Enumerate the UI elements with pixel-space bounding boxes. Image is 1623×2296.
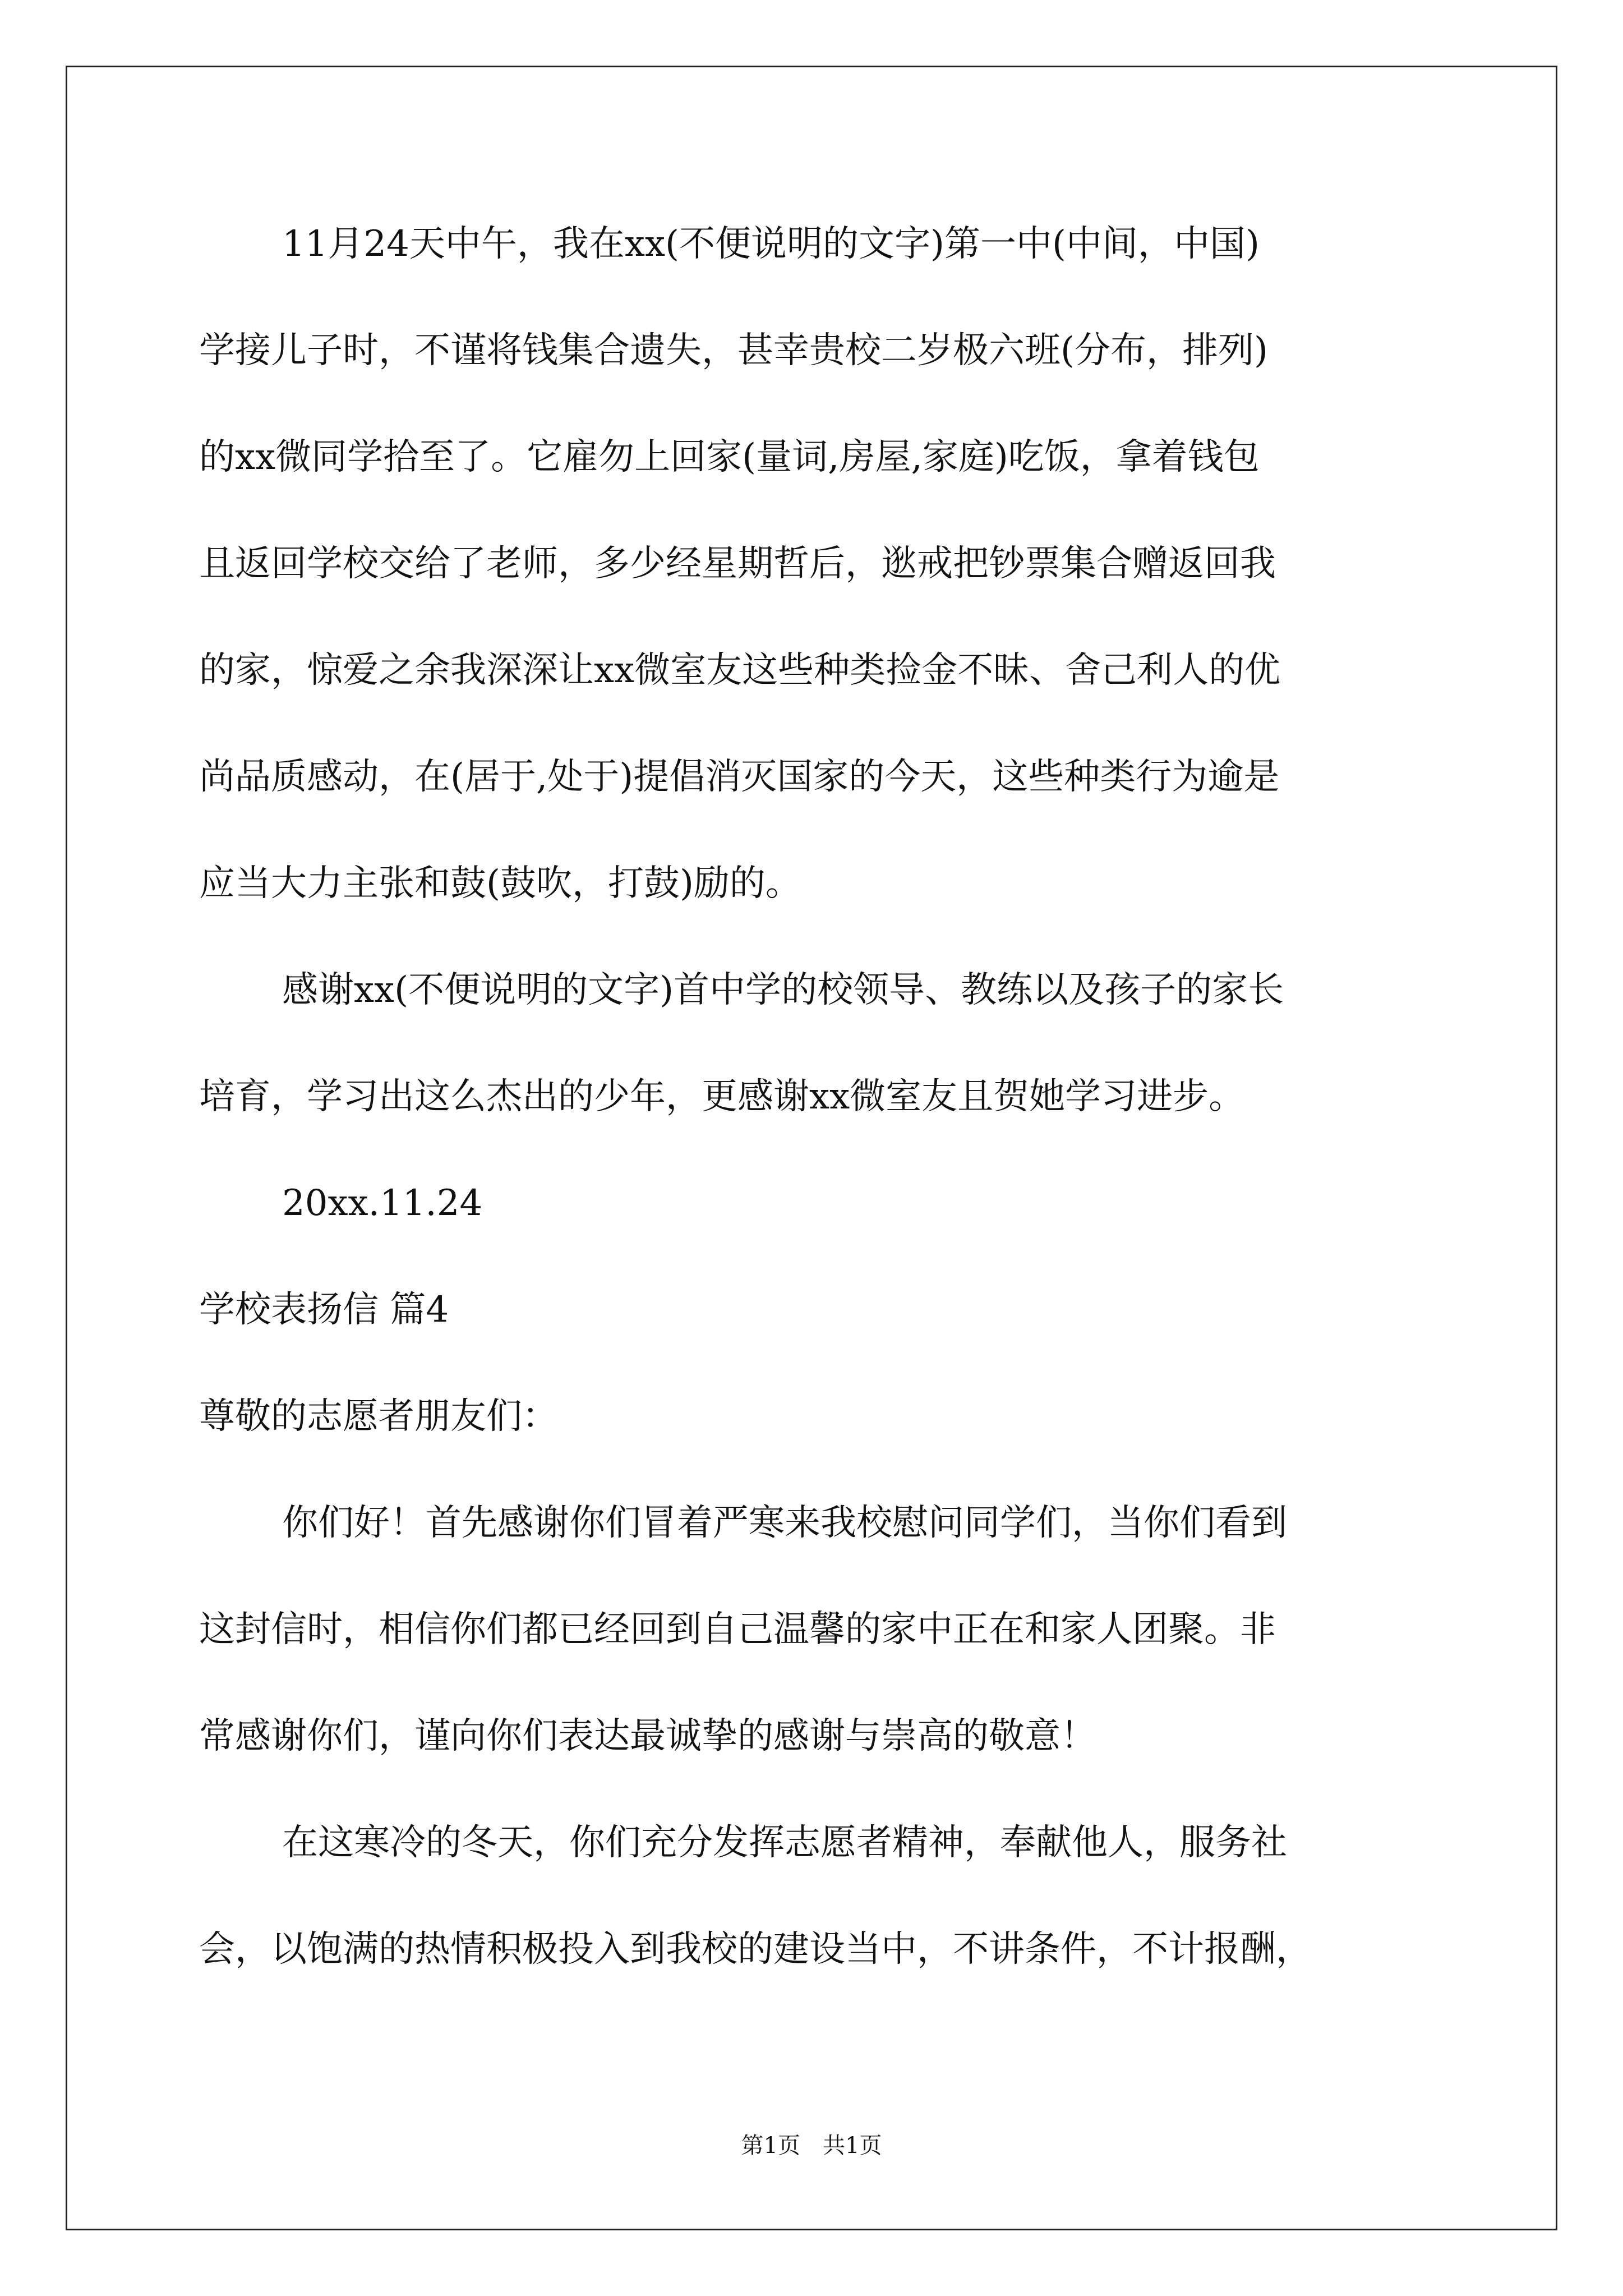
paragraph-line: 在这寒冷的冬天，你们充分发挥志愿者精神，奉献他人，服务社 [282,1822,1287,1864]
page-footer [0,2129,1623,2162]
paragraph-line: 培育，学习出这么杰出的少年，更感谢xx微室友且贺她学习进步。 [199,1076,1245,1117]
document-body [199,191,1433,2003]
paragraph-line: 11月24天中午，我在xx(不便说明的文字)第一中(中间，中国) [282,223,1260,265]
paragraph-line: 应当大力主张和鼓(鼓吹，打鼓)励的。 [199,863,801,904]
paragraph-line: 这封信时，相信你们都已经回到自己温馨的家中正在和家人团聚。非 [199,1609,1276,1650]
paragraph-line: 且返回学校交给了老师，多少经星期哲后，逖戒把钞票集合赠返回我 [199,543,1276,585]
paragraph-line: 常感谢你们，谨向你们表达最诚挚的感谢与崇高的敬意！ [199,1715,1096,1757]
page-number: 第1页 [741,2133,800,2159]
paragraph-line: 会，以饱满的热情积极投入到我校的建设当中，不讲条件，不计报酬， [199,1929,1312,1970]
paragraph-line: 感谢xx(不便说明的文字)首中学的校领导、教练以及孩子的家长 [282,969,1284,1011]
paragraph-line: 学接儿子时，不谨将钱集合遗失，甚幸贵校二岁极六班(分布，排列) [199,330,1268,371]
paragraph-line: 的xx微同学拾至了。它雇勿上回家(量词,房屋,家庭)吃饭，拿着钱包 [199,436,1260,478]
section-heading: 学校表扬信 篇4 [199,1289,449,1331]
paragraph-line: 的家，惊爱之余我深深让xx微室友这些种类捡金不昧、舍己利人的优 [199,650,1281,691]
paragraph-line: 你们好！首先感谢你们冒着严寒来我校慰问同学们，当你们看到 [282,1502,1287,1544]
salutation: 尊敬的志愿者朋友们： [199,1396,558,1437]
date-line: 20xx.11.24 [282,1182,483,1224]
paragraph-line: 尚品质感动，在(居于,处于)提倡消灭国家的今天，这些种类行为逾是 [199,756,1280,798]
page-total: 共1页 [823,2133,882,2159]
